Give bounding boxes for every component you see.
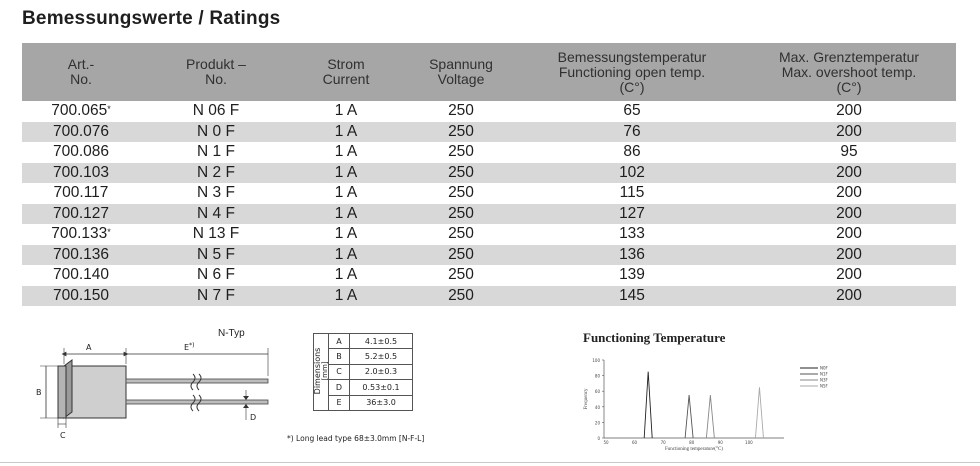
chart-title: Functioning Temperature xyxy=(583,330,726,345)
cell-produkt: N 7 F xyxy=(140,286,292,307)
y-tick-label: 60 xyxy=(594,389,600,395)
legend-label: N0F xyxy=(820,365,828,371)
cell-bemessung: 86 xyxy=(623,143,641,161)
dim-row-label: C xyxy=(329,364,350,379)
table-row xyxy=(22,245,956,266)
series-peak xyxy=(644,372,652,438)
fuse-body xyxy=(64,366,126,418)
dimensions-table xyxy=(313,333,413,411)
dim-label-e: E*) xyxy=(184,342,195,352)
cell-spannung: 250 xyxy=(448,143,474,161)
cell-spannung: 250 xyxy=(448,266,474,284)
x-tick-label: 70 xyxy=(660,440,666,445)
cell-strom: 1 A xyxy=(334,266,358,284)
cell-max: 200 xyxy=(742,163,956,184)
table-row xyxy=(22,183,956,204)
cell-max: 200 xyxy=(836,102,862,120)
cell-strom: 1 A xyxy=(334,225,358,243)
cell-spannung: 250 xyxy=(448,225,474,243)
cell-bemessung: 127 xyxy=(522,204,742,225)
legend-label: N1F xyxy=(820,371,828,377)
y-tick-label: 0 xyxy=(597,436,600,441)
dim-row-label: D xyxy=(329,380,350,395)
y-tick-label: 40 xyxy=(594,404,600,410)
cell-produkt: N 5 F xyxy=(140,245,292,266)
legend-label: N5F xyxy=(820,383,828,389)
svg-text:Dimensions: Dimensions xyxy=(313,347,322,395)
y-tick-label: 80 xyxy=(594,373,600,379)
cell-max: 95 xyxy=(840,143,858,161)
cell-bemessung: 115 xyxy=(619,184,645,202)
cell-max: 200 xyxy=(742,245,956,266)
dim-label-c: C xyxy=(60,431,66,440)
dim-row-label: A xyxy=(329,334,350,349)
series-peak xyxy=(755,387,763,438)
cell-produkt: N 2 F xyxy=(140,163,292,184)
x-axis-label: Functioning temperature(°C) xyxy=(665,447,723,452)
cell-art: 700.103 xyxy=(22,163,140,184)
table-row xyxy=(22,142,956,163)
cell-art: 700.136 xyxy=(22,245,140,266)
cell-bemessung: 139 xyxy=(619,266,645,284)
x-tick-label: 50 xyxy=(603,440,609,445)
cell-produkt: N 0 F xyxy=(140,122,292,143)
cell-strom: 1 A xyxy=(292,204,400,225)
cell-max: 200 xyxy=(742,204,956,225)
cell-spannung: 250 xyxy=(400,245,522,266)
x-tick-label: 80 xyxy=(689,440,695,445)
x-tick-label: 100 xyxy=(745,440,753,445)
cell-spannung: 250 xyxy=(400,163,522,184)
svg-text:[mm]: [mm] xyxy=(321,361,329,381)
cell-produkt: N 3 F xyxy=(197,184,235,202)
cell-art: 700.127 xyxy=(22,204,140,225)
legend-label: N3F xyxy=(820,377,828,383)
header-strom-current: Strom Current xyxy=(292,43,400,101)
cell-max: 200 xyxy=(836,266,862,284)
dim-row-value: 36±3.0 xyxy=(350,395,413,410)
cell-strom: 1 A xyxy=(292,122,400,143)
dim-row-value: 0.53±0.1 xyxy=(350,380,413,395)
series-peak xyxy=(706,395,714,438)
dim-label-d: D xyxy=(250,413,257,422)
cell-produkt: N 4 F xyxy=(140,204,292,225)
cell-strom: 1 A xyxy=(334,102,358,120)
cell-spannung: 250 xyxy=(400,286,522,307)
cell-spannung: 250 xyxy=(448,184,474,202)
table-row xyxy=(22,122,956,143)
table-row xyxy=(22,163,956,184)
fuse-dimension-drawing xyxy=(28,328,278,443)
series-peak xyxy=(685,395,693,438)
cell-max: 200 xyxy=(836,225,862,243)
cell-art: 700.140 xyxy=(52,266,110,284)
cell-produkt: N 1 F xyxy=(197,143,235,161)
cell-art: 700.117 xyxy=(53,184,109,202)
footnote-mark: * xyxy=(107,227,111,238)
cell-art: 700.076 xyxy=(22,122,140,143)
dim-row-label: E xyxy=(329,395,350,410)
y-axis-label: Frequency xyxy=(584,388,589,410)
dim-row-value: 5.2±0.5 xyxy=(350,349,413,364)
cell-max: 200 xyxy=(742,122,956,143)
header-art-no: Art.- No. xyxy=(22,43,140,101)
fuse-lead-bottom xyxy=(126,400,268,404)
dim-label-b: B xyxy=(36,388,42,397)
cell-art: 700.086 xyxy=(52,143,110,161)
cell-strom: 1 A xyxy=(334,184,358,202)
cell-bemessung: 102 xyxy=(522,163,742,184)
y-tick-label: 100 xyxy=(592,358,600,363)
y-tick-label: 20 xyxy=(594,420,600,426)
cell-art: 700.065* xyxy=(51,102,111,120)
cell-spannung: 250 xyxy=(400,204,522,225)
cell-produkt: N 13 F xyxy=(192,225,240,243)
header-produkt-no: Produkt – No. xyxy=(140,43,292,101)
cell-spannung: 250 xyxy=(448,102,474,120)
cell-max: 200 xyxy=(742,286,956,307)
x-tick-label: 60 xyxy=(632,440,638,445)
cell-strom: 1 A xyxy=(292,163,400,184)
cell-bemessung: 145 xyxy=(522,286,742,307)
table-row xyxy=(22,224,956,245)
long-lead-note: *) Long lead type 68±3.0mm [N-F-L] xyxy=(287,434,425,443)
cell-bemessung: 65 xyxy=(623,102,641,120)
cell-strom: 1 A xyxy=(334,143,358,161)
table-row xyxy=(22,265,956,286)
cell-strom: 1 A xyxy=(292,286,400,307)
dim-row-value: 4.1±0.5 xyxy=(350,334,413,349)
fuse-base xyxy=(58,366,66,418)
cell-produkt: N 6 F xyxy=(197,266,235,284)
table-header-row xyxy=(22,43,956,101)
ratings-table xyxy=(22,43,956,306)
dim-row-value: 2.0±0.3 xyxy=(350,364,413,379)
table-row xyxy=(22,101,956,122)
fuse-lead-top xyxy=(126,379,268,383)
cell-bemessung: 133 xyxy=(619,225,645,243)
type-label: N-Typ xyxy=(218,328,245,339)
dim-label-a: A xyxy=(86,343,92,352)
cell-art: 700.133* xyxy=(51,225,111,243)
table-row xyxy=(22,286,956,307)
cell-art: 700.150 xyxy=(22,286,140,307)
header-functioning-temp: Bemessungstemperatur Functioning open temp. (C°) xyxy=(522,43,742,101)
divider xyxy=(0,462,980,463)
cell-max: 200 xyxy=(836,184,862,202)
dim-row-label: B xyxy=(329,349,350,364)
x-tick-label: 90 xyxy=(717,440,723,445)
cell-bemessung: 76 xyxy=(522,122,742,143)
header-spannung-voltage: Spannung Voltage xyxy=(400,43,522,101)
cell-strom: 1 A xyxy=(292,245,400,266)
cell-bemessung: 136 xyxy=(522,245,742,266)
header-max-overshoot-temp: Max. Grenztemperatur Max. overshoot temp. (C°) xyxy=(742,43,956,101)
cell-produkt: N 06 F xyxy=(192,102,240,120)
page-title: Bemessungswerte / Ratings xyxy=(22,8,281,29)
functioning-temperature-chart xyxy=(578,352,858,460)
dimensions-axis-label xyxy=(314,334,329,411)
cell-spannung: 250 xyxy=(400,122,522,143)
footnote-mark: * xyxy=(107,104,111,115)
table-row xyxy=(22,204,956,225)
